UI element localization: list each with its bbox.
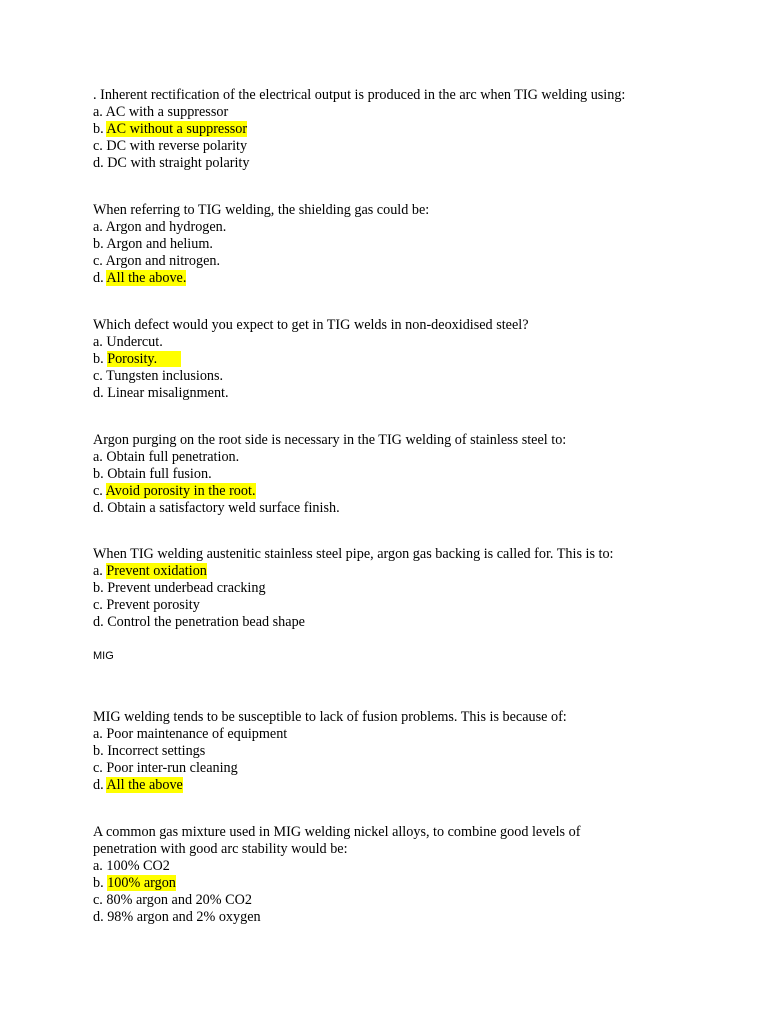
option-text: Obtain full fusion. (107, 466, 212, 482)
option-text: Linear misalignment. (107, 385, 229, 401)
option-b (93, 236, 743, 253)
option-text: Obtain full penetration. (106, 449, 240, 465)
question-stem: When referring to TIG welding, the shielding gas could be: (93, 202, 430, 218)
option-letter: b. (93, 875, 108, 891)
option-text: 80% argon and 20% CO2 (106, 892, 252, 908)
option-text: Argon and helium. (106, 236, 213, 252)
option-letter: c. (93, 760, 107, 776)
option-a (93, 449, 743, 466)
option-d (93, 777, 743, 794)
option-letter: d. (93, 614, 108, 630)
option-text: Argon and hydrogen. (105, 219, 227, 235)
option-letter: a. (93, 563, 107, 579)
option-a (93, 219, 743, 236)
option-a (93, 563, 743, 580)
question-stem: When TIG welding austenitic stainless steel pipe, argon gas backing is called for. This is to: (93, 546, 614, 562)
option-letter: c. (93, 253, 106, 269)
option-text: Argon and nitrogen. (105, 253, 221, 269)
option-text-highlighted: Porosity. (107, 351, 181, 367)
question-1 (93, 87, 743, 172)
option-d (93, 155, 743, 172)
option-letter: a. (93, 858, 107, 874)
question-3 (93, 317, 743, 402)
option-letter: d. (93, 777, 107, 793)
option-text: Undercut. (106, 334, 163, 350)
option-letter: b. (93, 466, 108, 482)
option-letter: d. (93, 155, 108, 171)
question-2 (93, 202, 743, 287)
option-a (93, 726, 743, 743)
option-text: 100% CO2 (106, 858, 170, 874)
option-a (93, 334, 743, 351)
option-c (93, 892, 638, 909)
option-b (93, 466, 743, 483)
option-text: Prevent porosity (106, 597, 200, 613)
option-c (93, 597, 743, 614)
option-text-highlighted: 100% argon (107, 875, 176, 891)
option-text: Poor inter-run cleaning (106, 760, 238, 776)
option-text: Tungsten inclusions. (106, 368, 224, 384)
option-b (93, 743, 743, 760)
option-text: Incorrect settings (107, 743, 206, 759)
option-c (93, 368, 743, 385)
option-text: DC with reverse polarity (106, 138, 248, 154)
option-letter: c. (93, 483, 106, 499)
option-c (93, 253, 743, 270)
option-text: DC with straight polarity (107, 155, 250, 171)
question-7 (93, 824, 638, 926)
option-letter: d. (93, 385, 108, 401)
option-letter: a. (93, 219, 106, 235)
option-c (93, 760, 743, 777)
option-letter: c. (93, 597, 107, 613)
option-text: Prevent underbead cracking (107, 580, 266, 596)
option-letter: b. (93, 236, 107, 252)
option-text: Obtain a satisfactory weld surface finish. (107, 500, 340, 516)
option-letter: c. (93, 892, 107, 908)
option-b (93, 580, 743, 597)
question-stem: MIG welding tends to be susceptible to lack of fusion problems. This is because of: (93, 709, 567, 725)
section-heading: MIG (93, 650, 114, 662)
option-letter: c. (93, 138, 107, 154)
option-letter: d. (93, 909, 108, 925)
option-text: Control the penetration bead shape (107, 614, 305, 630)
option-text-highlighted: Avoid porosity in the root. (105, 483, 256, 499)
question-stem: Argon purging on the root side is necessary in the TIG welding of stainless steel to: (93, 432, 567, 448)
option-letter: a. (93, 104, 106, 120)
question-stem: A common gas mixture used in MIG welding nickel alloys, to combine good levels of penetration with good arc stability would be: (93, 824, 581, 857)
option-a (93, 858, 638, 875)
option-c (93, 483, 743, 500)
option-letter: c. (93, 368, 107, 384)
option-letter: d. (93, 270, 107, 286)
option-letter: b. (93, 121, 107, 137)
option-d (93, 270, 743, 287)
option-letter: a. (93, 334, 107, 350)
option-c (93, 138, 743, 155)
option-text-highlighted: Prevent oxidation (106, 563, 207, 579)
option-text-highlighted: All the above. (106, 270, 187, 286)
question-stem: Which defect would you expect to get in TIG welds in non-deoxidised steel? (93, 317, 529, 333)
question-5 (93, 546, 743, 631)
option-b (93, 351, 743, 368)
option-b (93, 875, 638, 892)
option-letter: a. (93, 449, 107, 465)
option-text-highlighted: AC without a suppressor (106, 121, 248, 137)
option-text: 98% argon and 2% oxygen (107, 909, 261, 925)
question-4 (93, 432, 743, 517)
question-6 (93, 709, 743, 794)
option-letter: d. (93, 500, 108, 516)
option-d (93, 614, 743, 631)
option-letter: b. (93, 351, 108, 367)
option-d (93, 385, 743, 402)
option-letter: a. (93, 726, 107, 742)
option-b (93, 121, 743, 138)
option-d (93, 500, 743, 517)
option-letter: b. (93, 580, 108, 596)
option-text: Poor maintenance of equipment (106, 726, 288, 742)
option-letter: b. (93, 743, 108, 759)
option-d (93, 909, 638, 926)
option-text: AC with a suppressor (105, 104, 229, 120)
option-text-highlighted: All the above (106, 777, 183, 793)
option-a (93, 104, 743, 121)
question-stem: . Inherent rectification of the electrical output is produced in the arc when TIG welding using: (93, 87, 626, 103)
